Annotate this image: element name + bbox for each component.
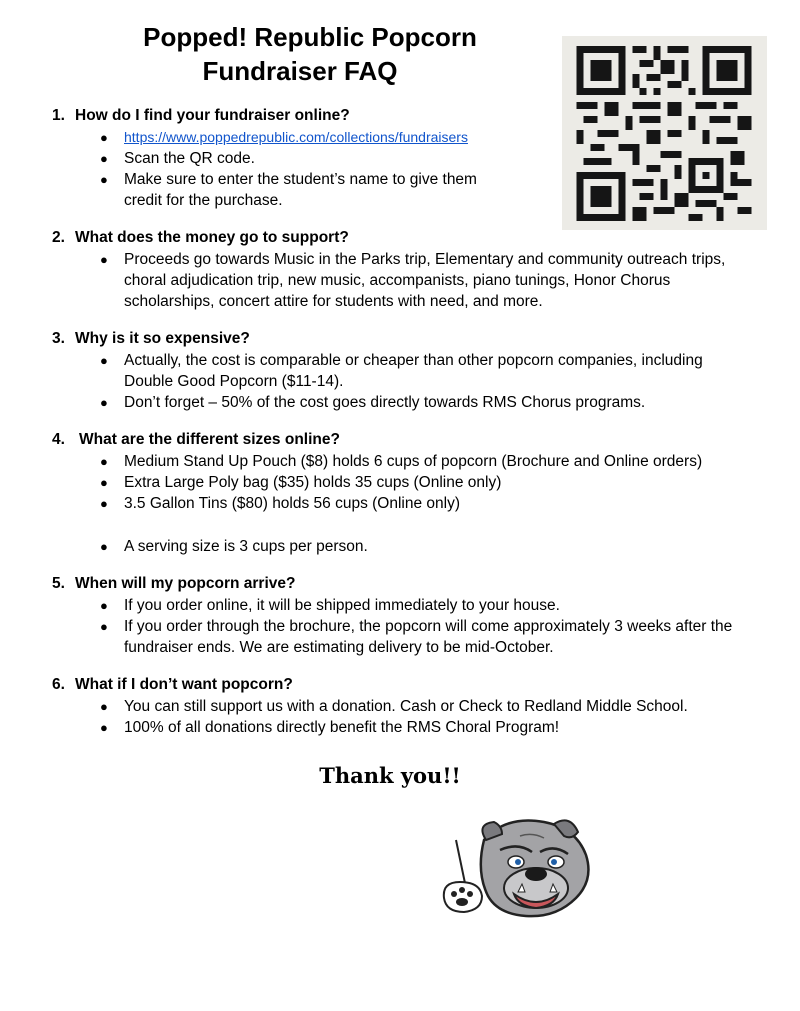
list-item: ● Scan the QR code. <box>100 150 255 167</box>
list-item: ● https://www.poppedrepublic.com/collections/fundraisers <box>100 129 468 145</box>
list-item: ● Medium Stand Up Pouch ($8) holds 6 cups of popcorn (Brochure and Online orders) <box>100 453 703 470</box>
faq-bullets <box>52 249 764 312</box>
list-item: ● If you order through the brochure, the popcorn will come approximately 3 weeks after the fundraiser ends. We are estimating delivery to be mid-October. <box>100 618 733 656</box>
list-item: ● Don’t forget – 50% of the cost goes directly towards RMS Chorus programs. <box>100 394 646 411</box>
thank-you-heading: Thank you!! <box>319 763 461 788</box>
faq-bullets <box>52 350 744 413</box>
list-item: ● Actually, the cost is comparable or cheaper than other popcorn companies, including Double Good Popcorn ($11-14). <box>100 352 703 390</box>
faq-question: 1. How do I find your fundraiser online? <box>52 107 350 124</box>
faq-bullets <box>52 696 764 738</box>
faq-question: 2. What does the money go to support? <box>52 229 349 246</box>
list-item: ● Proceeds go towards Music in the Parks trip, Elementary and community outreach trips, choral adjudication trip, new music, accompanists, piano tunings, Honor Chorus scholarships, concert attire for students with need, and more. <box>100 251 726 310</box>
fundraiser-link[interactable]: https://www.poppedrepublic.com/collections/fundraisers <box>124 129 468 145</box>
faq-item-5 <box>52 573 772 658</box>
faq-bullets <box>52 451 764 557</box>
faq-question: 3. Why is it so expensive? <box>52 330 250 347</box>
list-item: ● Make sure to enter the student’s name to give them credit for the purchase. <box>100 171 477 209</box>
page-title <box>60 20 560 88</box>
faq-bullets <box>52 595 754 658</box>
faq-question: 4. What are the different sizes online? <box>52 431 340 448</box>
faq-item-4 <box>52 429 772 557</box>
faq-item-6 <box>52 674 772 738</box>
title-line-1: Popped! Republic Popcorn <box>143 22 477 52</box>
list-item: ● A serving size is 3 cups per person. <box>100 538 368 555</box>
title-line-2: Fundraiser FAQ <box>202 56 398 86</box>
faq-item-1 <box>52 105 772 211</box>
faq-question: 6. What if I don’t want popcorn? <box>52 676 293 693</box>
bulldog-conductor-icon <box>436 810 596 930</box>
list-item: ● You can still support us with a donation. Cash or Check to Redland Middle School. <box>100 698 688 715</box>
list-item: ● 100% of all donations directly benefit the RMS Choral Program! <box>100 719 560 736</box>
list-item: ● 3.5 Gallon Tins ($80) holds 56 cups (Online only) <box>100 495 461 512</box>
faq-question: 5. When will my popcorn arrive? <box>52 575 296 592</box>
faq-item-2 <box>52 227 772 312</box>
list-item: ● If you order online, it will be shipped immediately to your house. <box>100 597 560 614</box>
list-item: ● Extra Large Poly bag ($35) holds 35 cups (Online only) <box>100 474 502 491</box>
faq-bullets <box>52 127 504 211</box>
faq-list <box>52 105 772 738</box>
faq-item-3 <box>52 328 772 413</box>
